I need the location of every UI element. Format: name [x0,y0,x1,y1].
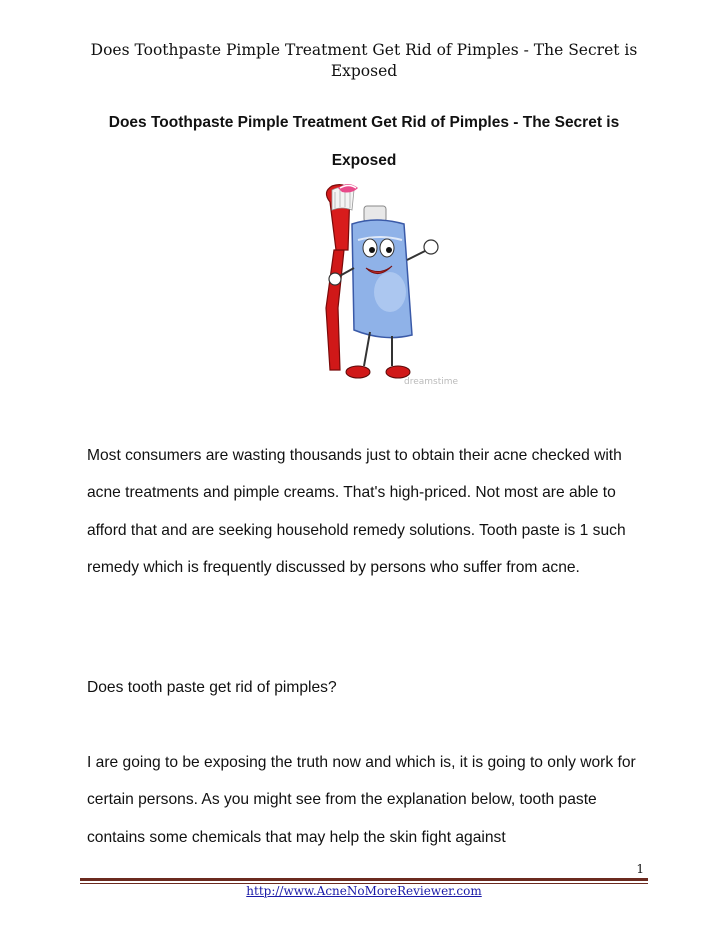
paragraph-answer: I are going to be exposing the truth now and which is, it is going to only work for certain persons. As you might see from the explanation below, tooth paste contains some chemicals that may help the skin fight against [87,754,636,846]
page-header: Does Toothpaste Pimple Treatment Get Rid of Pimples - The Secret is Exposed [90,41,638,80]
watermark-text: dreamstime [404,377,459,387]
footer-rule [80,878,648,881]
paragraph-question: Does tooth paste get rid of pimples? [87,679,337,696]
document-title: Does Toothpaste Pimple Treatment Get Rid of Pimples - The Secret is Exposed [108,114,620,169]
page-number: 1 [636,862,644,876]
toothpaste-illustration [292,180,459,390]
footer-website-link[interactable]: http://www.AcneNoMoreReviewer.com [246,884,482,898]
toothpaste-cartoon-icon [292,180,459,390]
paragraph-intro: Most consumers are wasting thousands just to obtain their acne checked with acne treatments and pimple creams. That's high-priced. Not most are able to afford that and are seeking household remedy solutions. Tooth paste is 1 such remedy which is frequently discussed by persons who suffer from acne. [87,447,626,577]
